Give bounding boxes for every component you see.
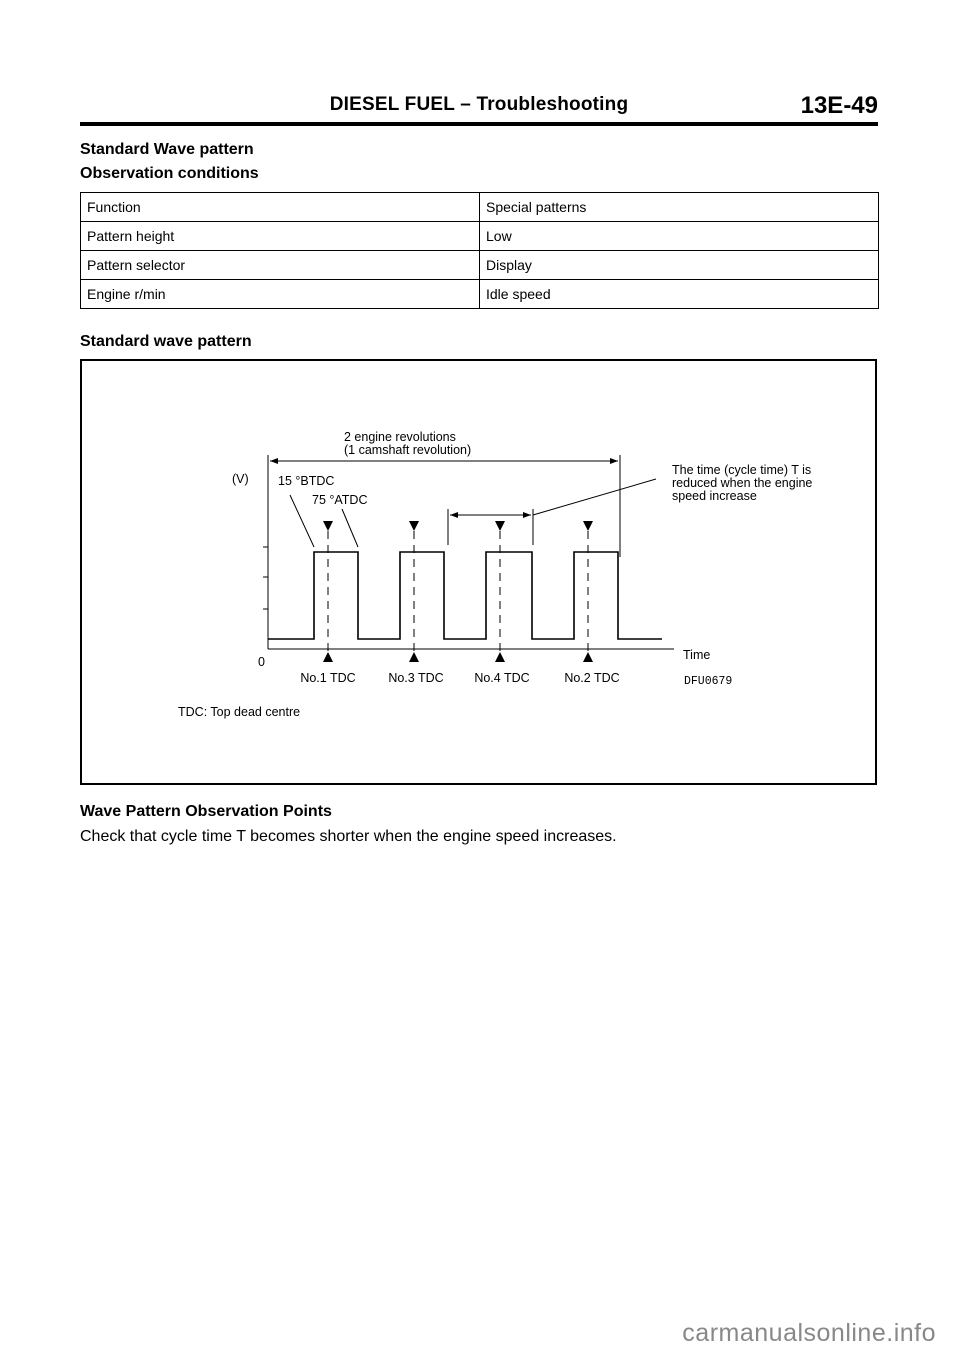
observation-points-heading: Wave Pattern Observation Points	[80, 803, 332, 820]
standard-wave-pattern-heading: Standard Wave pattern	[80, 141, 254, 158]
square-waveform	[268, 552, 662, 639]
site-watermark: carmanualsonline.info	[682, 1319, 936, 1347]
figure-code: DFU0679	[684, 675, 733, 688]
table-cell: Idle speed	[480, 280, 879, 309]
x-axis-label: Time	[683, 648, 711, 662]
tdc-label-no4: No.4 TDC	[474, 671, 530, 685]
table-cell: Engine r/min	[81, 280, 480, 309]
tdc-marker-icon	[409, 652, 419, 662]
revolutions-label-line1: 2 engine revolutions	[344, 430, 456, 444]
table-cell: Display	[480, 251, 879, 280]
tdc-label-no2: No.2 TDC	[564, 671, 620, 685]
y-unit-label: (V)	[232, 472, 249, 486]
tdc-marker-icon	[323, 652, 333, 662]
revolutions-label-line2: (1 camshaft revolution)	[344, 443, 472, 457]
page-number: 13E-49	[800, 92, 878, 119]
injection-marker-icon	[495, 521, 505, 531]
page-title: DIESEL FUEL – Troubleshooting	[329, 94, 629, 115]
wave-pattern-diagram	[82, 361, 879, 787]
table-row	[81, 280, 879, 309]
table-cell: Special patterns	[480, 193, 879, 222]
table-cell: Function	[81, 193, 480, 222]
observation-conditions-table	[80, 192, 879, 309]
tdc-marker-icon	[495, 652, 505, 662]
tdc-label-no1: No.1 TDC	[300, 671, 356, 685]
cycle-note-line3: speed increase	[672, 489, 757, 503]
injection-marker-icon	[323, 521, 333, 531]
btdc-label: 15 °BTDC	[278, 474, 335, 488]
table-cell: Low	[480, 222, 879, 251]
cycle-note-leader	[533, 479, 656, 515]
btdc-pointer	[290, 495, 314, 547]
tdc-label-no3: No.3 TDC	[388, 671, 444, 685]
injection-marker-icon	[583, 521, 593, 531]
observation-points-text: Check that cycle time T becomes shorter when the engine speed increases.	[80, 828, 617, 845]
table-cell: Pattern selector	[81, 251, 480, 280]
cycle-note-line1: The time (cycle time) T is	[672, 463, 812, 477]
observation-conditions-heading: Observation conditions	[80, 165, 259, 182]
origin-label: 0	[258, 655, 265, 669]
page-header	[80, 92, 878, 126]
wave-pattern-figure	[80, 359, 877, 785]
atdc-pointer	[342, 509, 358, 547]
table-cell: Pattern height	[81, 222, 480, 251]
tdc-legend: TDC: Top dead centre	[178, 705, 301, 719]
injection-marker-icon	[409, 521, 419, 531]
table-row	[81, 251, 879, 280]
cycle-note-line2: reduced when the engine	[672, 476, 813, 490]
table-row	[81, 193, 879, 222]
standard-wave-pattern-subheading: Standard wave pattern	[80, 333, 252, 350]
tdc-marker-icon	[583, 652, 593, 662]
table-row	[81, 222, 879, 251]
atdc-label: 75 °ATDC	[312, 493, 368, 507]
